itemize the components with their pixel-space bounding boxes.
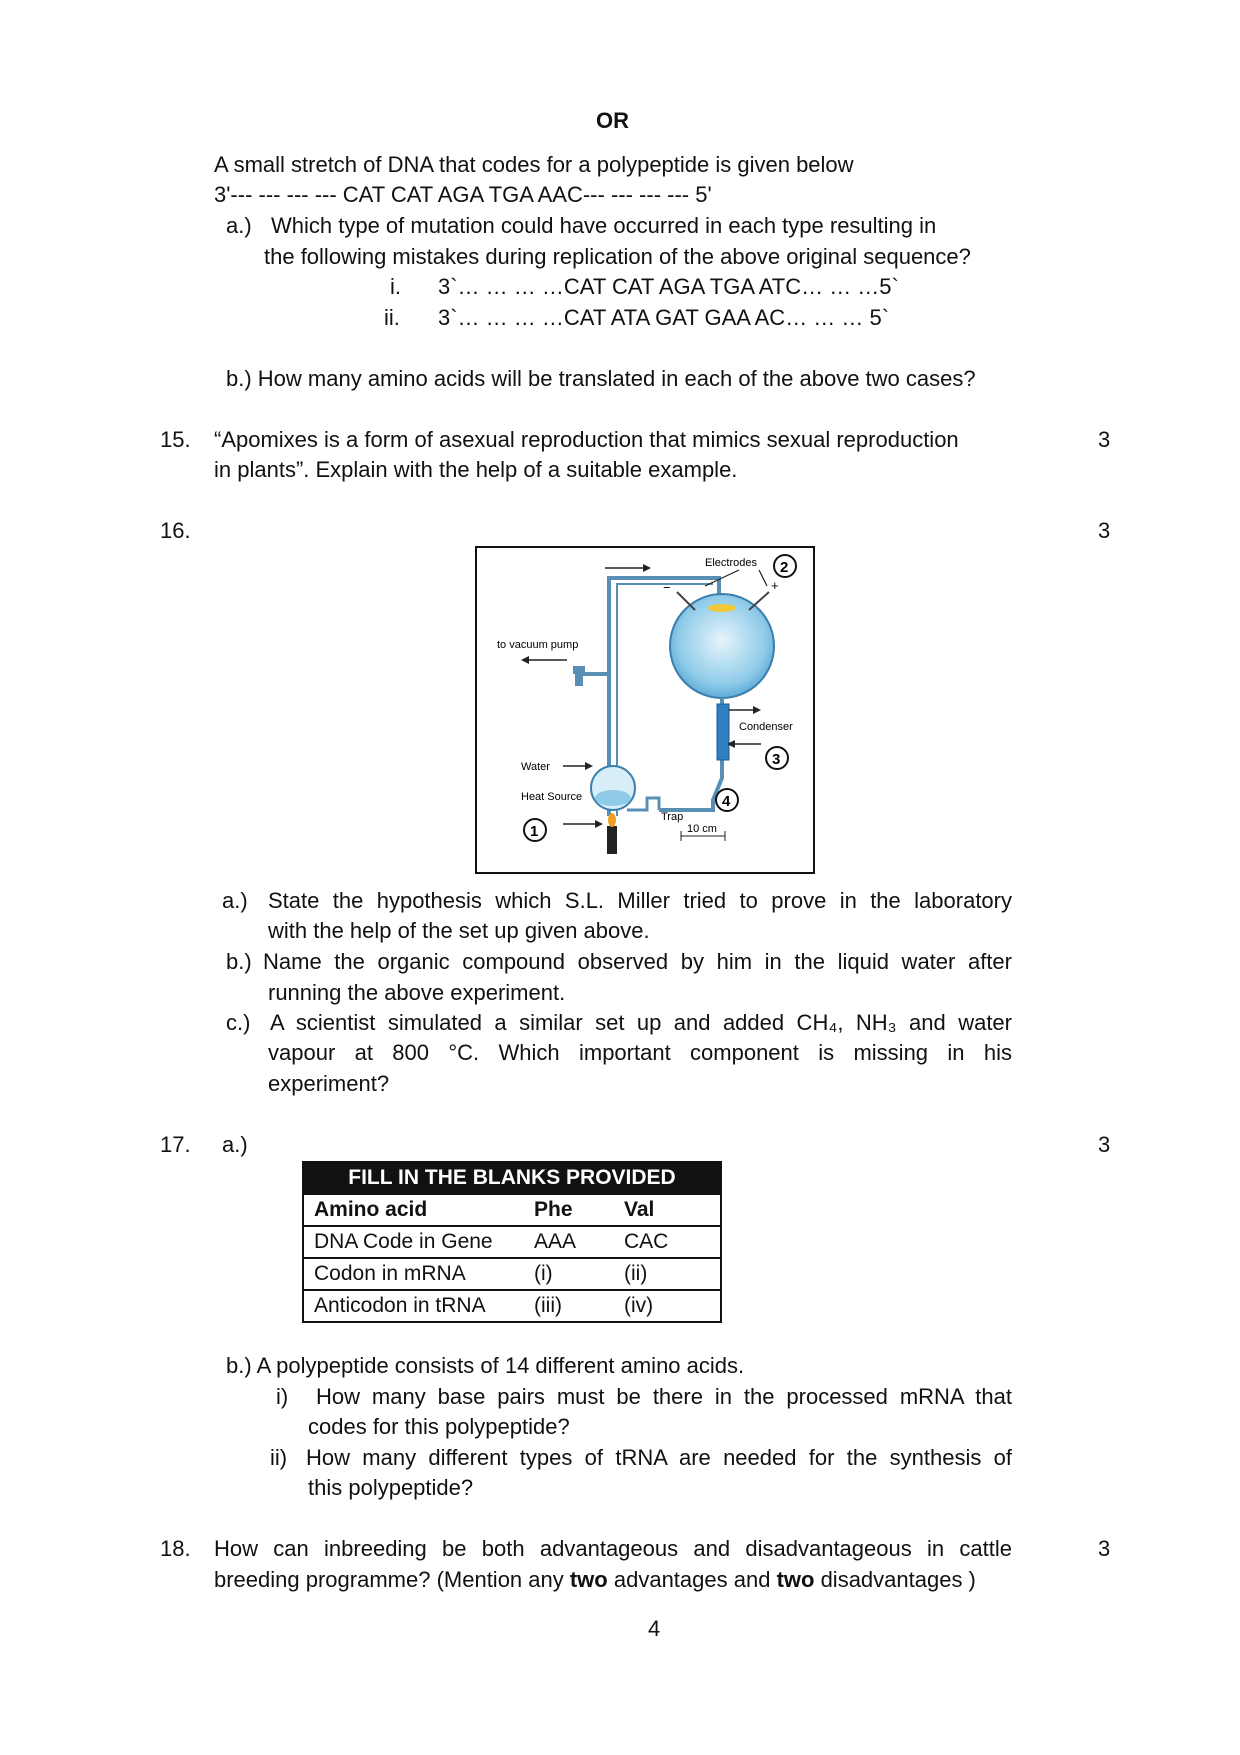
table-cell: Codon in mRNA bbox=[303, 1258, 524, 1290]
q16-a-line1: State the hypothesis which S.L. Miller tried to prove in the laboratory bbox=[268, 888, 1012, 913]
q15-number: 15. bbox=[160, 427, 191, 452]
heat-source bbox=[607, 826, 617, 854]
q14-case-2-seq: 3`… … … …CAT ATA GAT GAA AC… … … 5` bbox=[438, 305, 890, 330]
q17-marks: 3 bbox=[1098, 1132, 1111, 1157]
q17-number: 17. bbox=[160, 1132, 191, 1157]
q16-b-line2: running the above experiment. bbox=[268, 980, 566, 1005]
miller-apparatus-svg bbox=[477, 548, 813, 872]
q14-a-line1: Which type of mutation could have occurred in each type resulting in bbox=[271, 213, 937, 238]
table-cell: DNA Code in Gene bbox=[303, 1226, 524, 1258]
marker-2: 2 bbox=[780, 559, 789, 576]
q14-case-2-num: ii. bbox=[384, 305, 400, 330]
label-scale: 10 cm bbox=[687, 823, 717, 835]
fill-in-blanks-table bbox=[302, 1161, 722, 1323]
q16-b-label: b.) bbox=[226, 949, 252, 974]
q14-sequence: 3'--- --- --- --- CAT CAT AGA TGA AAC--- --- --- --- 5' bbox=[214, 182, 712, 207]
electrode-plus: + bbox=[771, 578, 779, 593]
q18-number: 18. bbox=[160, 1536, 191, 1561]
table-cell: AAA bbox=[524, 1226, 614, 1258]
q14-case-1-seq: 3`… … … …CAT CAT AGA TGA ATC… … …5` bbox=[438, 274, 899, 299]
q15-marks: 3 bbox=[1098, 427, 1111, 452]
label-electrodes: Electrodes bbox=[705, 557, 757, 569]
table-cell: Val bbox=[614, 1194, 721, 1226]
q16-b-line1: Name the organic compound observed by him in the liquid water after bbox=[263, 949, 1012, 974]
table-title: FILL IN THE BLANKS PROVIDED bbox=[303, 1162, 721, 1194]
q18-marks: 3 bbox=[1098, 1536, 1111, 1561]
q18-line2-post: disadvantages ) bbox=[814, 1567, 976, 1592]
label-trap: Trap bbox=[661, 811, 684, 823]
q18-two-1: two bbox=[569, 1567, 608, 1592]
table-row bbox=[303, 1290, 721, 1322]
table-row bbox=[303, 1226, 721, 1258]
q15-line1: “Apomixes is a form of asexual reproduction that mimics sexual reproduction bbox=[214, 427, 959, 452]
label-water: Water bbox=[521, 761, 550, 773]
q16-number: 16. bbox=[160, 518, 191, 543]
miller-experiment-diagram bbox=[475, 546, 815, 874]
q14-b: b.) How many amino acids will be translated in each of the above two cases? bbox=[226, 366, 976, 391]
q16-marks: 3 bbox=[1098, 518, 1111, 543]
table-cell: (ii) bbox=[614, 1258, 721, 1290]
q18-two-2: two bbox=[776, 1567, 815, 1592]
table-cell: Phe bbox=[524, 1194, 614, 1226]
condenser bbox=[717, 704, 729, 760]
table-cell: (iii) bbox=[524, 1290, 614, 1322]
q17-ii-label: ii) bbox=[270, 1445, 288, 1470]
q14-a-line2: the following mistakes during replication of the above original sequence? bbox=[264, 244, 971, 269]
q16-c-line1: A scientist simulated a similar set up and added CH₄, NH₃ and water bbox=[270, 1010, 1012, 1035]
q17-ii-line2: this polypeptide? bbox=[308, 1475, 474, 1500]
page-number: 4 bbox=[648, 1616, 661, 1641]
table-row bbox=[303, 1194, 721, 1226]
q18-line1: How can inbreeding be both advantageous and disadvantageous in cattle bbox=[214, 1536, 1012, 1561]
table-cell: (iv) bbox=[614, 1290, 721, 1322]
q17-a-label: a.) bbox=[222, 1132, 248, 1157]
marker-3: 3 bbox=[772, 751, 781, 768]
marker-4: 4 bbox=[722, 793, 731, 810]
q18-line2 bbox=[214, 1567, 976, 1593]
q16-c-line2: vapour at 800 °C. Which important component is missing in his bbox=[268, 1040, 1012, 1065]
table-cell: Amino acid bbox=[303, 1194, 524, 1226]
q17-i-line2: codes for this polypeptide? bbox=[308, 1414, 570, 1439]
label-vacuum: to vacuum pump bbox=[497, 639, 579, 651]
label-condenser: Condenser bbox=[739, 721, 793, 733]
q17-b-line: b.) A polypeptide consists of 14 different amino acids. bbox=[226, 1353, 745, 1378]
or-heading: OR bbox=[596, 108, 629, 133]
table-row bbox=[303, 1258, 721, 1290]
q17-ii-line1: How many different types of tRNA are needed for the synthesis of bbox=[306, 1445, 1012, 1470]
table-cell: (i) bbox=[524, 1258, 614, 1290]
table-cell: CAC bbox=[614, 1226, 721, 1258]
q14-case-1-num: i. bbox=[390, 274, 401, 299]
q16-c-label: c.) bbox=[226, 1010, 251, 1035]
q15-line2: in plants”. Explain with the help of a suitable example. bbox=[214, 457, 738, 482]
label-heat: Heat Source bbox=[521, 791, 583, 803]
q17-i-label: i) bbox=[276, 1384, 289, 1409]
q17-i-line1: How many base pairs must be there in the processed mRNA that bbox=[316, 1384, 1012, 1409]
electrode-minus: − bbox=[663, 580, 671, 595]
q18-line2-pre: breeding programme? (Mention any bbox=[214, 1567, 570, 1592]
marker-1: 1 bbox=[530, 823, 539, 840]
q18-line2-mid: advantages and bbox=[607, 1567, 777, 1592]
q14-intro: A small stretch of DNA that codes for a polypeptide is given below bbox=[214, 152, 854, 177]
q16-a-line2: with the help of the set up given above. bbox=[268, 918, 650, 943]
tube-right-down bbox=[659, 698, 722, 810]
q14-a-label: a.) bbox=[226, 213, 252, 238]
q16-a-label: a.) bbox=[222, 888, 248, 913]
table-cell: Anticodon in tRNA bbox=[303, 1290, 524, 1322]
q16-c-line3: experiment? bbox=[268, 1071, 390, 1096]
